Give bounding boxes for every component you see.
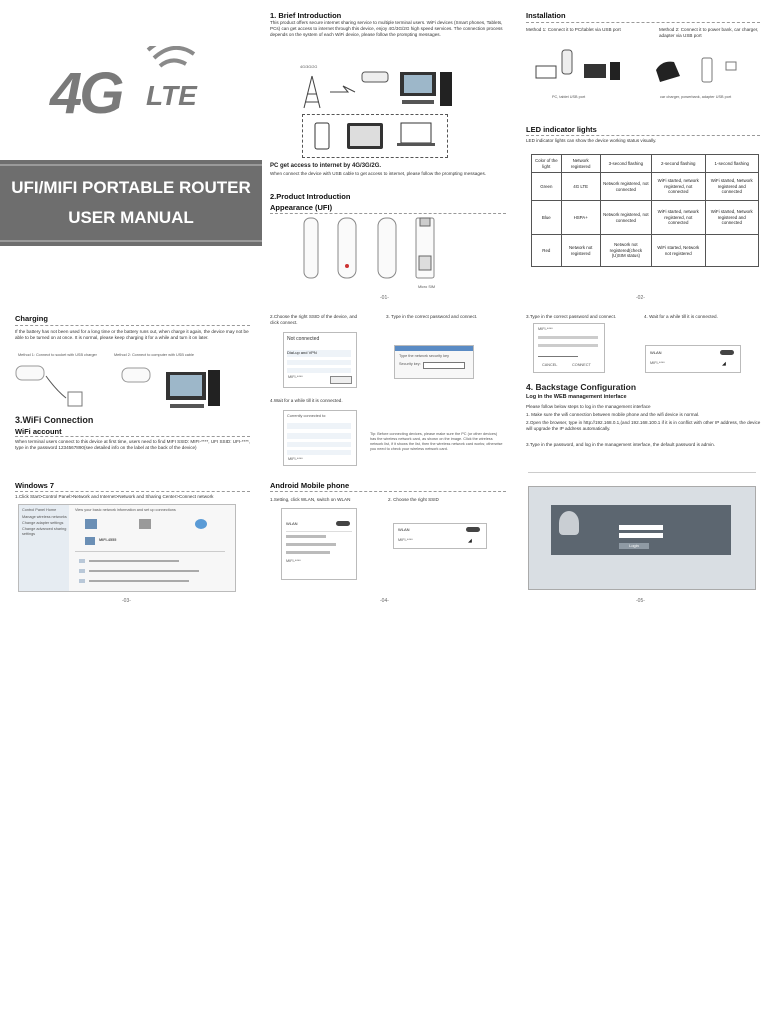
sidebar-item[interactable]: Change adapter settings — [22, 521, 64, 525]
table-cell: WiFi started, Network registered and connected — [705, 201, 758, 235]
pc-tower-icon — [440, 72, 452, 106]
browser-toolbar — [528, 464, 756, 473]
wlan-toggle[interactable] — [336, 521, 350, 526]
sidebar-item[interactable]: Change advanced sharing settings — [22, 527, 67, 536]
table-cell: WiFi started, network registered, not connected — [652, 201, 706, 235]
ssid-item[interactable]: MIFI-**** — [650, 361, 665, 365]
adapter-icon — [726, 62, 736, 70]
wall-socket-icon — [68, 392, 82, 406]
table-row — [532, 235, 759, 267]
table-cell: Network registered, not connected — [600, 201, 651, 235]
security-key-label: Security key: — [399, 362, 421, 366]
sidebar-item[interactable]: Control Panel Home — [22, 508, 57, 512]
page-number: -03- — [122, 598, 131, 604]
backstage-step-2: 2.Open the browser, type in http://192.168.0.1,(and 192.168.100.1 if it is in conflict with other IP address, the device will upgrade the IP address automatically. — [526, 420, 761, 432]
tablet-icon — [584, 64, 606, 78]
computer-icon — [85, 519, 97, 529]
pc-tower-icon — [208, 370, 220, 406]
android-wlan-settings — [281, 508, 357, 580]
keyboard-icon — [170, 404, 204, 408]
table-row — [532, 173, 759, 201]
ssid-item[interactable]: MIFI-**** — [288, 375, 303, 379]
table-header-cell: 3-second flashing — [600, 155, 651, 173]
security-key-input[interactable] — [423, 362, 465, 369]
laptop-icon — [401, 123, 431, 143]
page-number: -05- — [636, 598, 645, 604]
not-connected-label: Not connected — [287, 336, 320, 342]
led-table — [531, 154, 759, 267]
manual-title: UFI/MIFI PORTABLE ROUTER — [11, 178, 251, 197]
android-step2: 2. Choose the right SSID — [388, 497, 439, 502]
cell-tower-icon — [304, 76, 320, 108]
laptop-icon — [536, 66, 556, 78]
title-banner — [0, 160, 262, 246]
control-panel-window — [18, 504, 236, 592]
table-cell: Blue — [532, 201, 562, 235]
android-step1: 1.Setting, click WLAN, switch on WLAN — [270, 497, 351, 502]
table-cell: HSPA+ — [561, 201, 600, 235]
table-header-cell: Network registered — [561, 155, 600, 173]
usb-dongle-icon — [562, 50, 572, 74]
tip-note: Tip: Before connecting devices, please make sure the PC (or other devices) has the wireless network card, as shown on the image. Click the wireless network list, if it shows the list, then the wireless network card works; otherwise you need to check your wireless network card. — [370, 432, 503, 451]
logo-lte: LTE — [146, 80, 197, 111]
charging-method2: Method 2: Connect to computer with USB cable — [114, 353, 194, 357]
ssid-item: MIFI-**** — [538, 327, 553, 331]
key-prompt: Type the network security key — [399, 354, 450, 358]
cancel-button[interactable]: CANCEL — [542, 363, 558, 367]
table-cell: Green — [532, 173, 562, 201]
car-charger-icon — [656, 62, 680, 82]
wifi-signal-icon: ◢ — [468, 538, 472, 544]
table-cell: Network registered, not connected — [600, 173, 651, 201]
pc-tower-icon — [610, 62, 620, 80]
connected-popup — [283, 410, 357, 466]
table-cell: WiFi started, network registered, not connected — [652, 173, 706, 201]
caption-charger: car charger, powerbank, adapter USB port — [660, 95, 732, 99]
network-label: 4G/3G/2G — [300, 65, 318, 69]
sim-label: Micro SIM — [418, 285, 436, 289]
internet-icon — [195, 519, 207, 529]
table-cell: Network not registered — [561, 235, 600, 267]
network-icon — [139, 519, 151, 529]
backstage-step-1: 1. Make sure the wifi connection between mobile phone and the wifi device is normal. — [526, 412, 700, 417]
android-heading: Android Mobile phone — [270, 481, 350, 490]
wlan-toggle[interactable] — [466, 527, 480, 532]
dongle-side-icon — [304, 218, 318, 278]
manual-subtitle: USER MANUAL — [68, 208, 194, 227]
phone-icon — [315, 123, 329, 149]
wifi-body: When terminal users connect to this device at first time, users need to find MIFI SSID: MIFI-****, UFI SSID: UFI-****, type in the password 1234567890(see detailed info on the label at the back of the device) — [15, 439, 251, 451]
android-ssid-list — [393, 523, 487, 549]
network-icon — [85, 537, 95, 545]
table-cell: Network not registered(check (U)SIM status) — [600, 235, 651, 267]
password-input[interactable] — [619, 533, 663, 538]
ssid-item[interactable]: MIFI-**** — [398, 538, 413, 542]
table-header-cell: 2-second flashing — [652, 155, 706, 173]
wifi-sub: WiFi account — [15, 427, 62, 436]
led-heading: LED indicator lights — [526, 125, 597, 134]
method1-text: Method 1: Connect it to PC/tablet via USB port — [526, 27, 621, 32]
connect-button[interactable] — [330, 376, 352, 384]
backstage-sub: Log in the WEB management interface — [526, 394, 627, 400]
web-login-screen — [528, 486, 756, 590]
wifi-heading: 3.WiFi Connection — [15, 415, 94, 425]
pc-body: When connect the device with USB cable to get access to internet, please follow the prompting messages. — [270, 171, 487, 176]
page-number: -02- — [636, 295, 645, 301]
wifi-signal-icon: ◢ — [722, 361, 726, 367]
intro-heading: 1. Brief Introduction — [270, 11, 342, 20]
table-header-cell: 1-second flashing — [705, 155, 758, 173]
charging-method1: Method 1: Connect to socket with USB charger — [18, 353, 97, 357]
pc-heading: PC get access to internet by 4G/3G/2G. — [270, 163, 382, 169]
table-cell: WiFi started, Network not registered — [652, 235, 706, 267]
usb-dongle-icon — [16, 366, 44, 380]
backstage-intro: Please follow below steps to log in the management interface — [526, 404, 651, 409]
caption-pc: PC, tablet USB port — [552, 95, 586, 99]
sidebar-item[interactable]: Manage wireless networks — [22, 515, 67, 519]
dongle-back-icon — [378, 218, 396, 278]
android-password-dialog — [533, 323, 605, 373]
installation-figure — [530, 48, 760, 90]
p5-step4: 4. Wait for a while till it is connected. — [644, 314, 718, 319]
logo-4g: 4G — [50, 61, 122, 126]
wlan-label: WLAN — [286, 521, 298, 526]
dongle-front-icon — [338, 218, 356, 278]
product-heading: 2.Product Introduction — [270, 192, 351, 201]
usb-dongle-icon — [122, 368, 150, 382]
installation-heading: Installation — [526, 11, 566, 20]
page-number: -04- — [380, 598, 389, 604]
windows-step: 1.Click Start>Control Panel>Network and Internet>Network and Sharing Center>Connect network — [15, 494, 214, 499]
network-name[interactable]: MIFI-4555 — [99, 538, 117, 542]
charging-figure — [10, 362, 250, 412]
charging-body: If the battery has not been used for a long time or the battery runs out, when charge it again, the device may not be able to be turned on at once. It is normal, please keep charging it for a while and turn it on later. — [15, 329, 249, 341]
wlan-toggle[interactable] — [720, 350, 734, 355]
ssid-item[interactable]: MIFI-**** — [288, 457, 303, 461]
usb-dongle-icon — [362, 72, 388, 82]
network-diagram — [290, 70, 460, 112]
backstage-heading: 4. Backstage Configuration — [526, 382, 637, 392]
devices-box — [302, 114, 448, 158]
android-connected-list — [645, 345, 741, 373]
backstage-step-3: 3.Type in the password, and log in the management interface, the default password is admin. — [526, 442, 715, 447]
pc-step4: 4.Wait for a while till it is connected. — [270, 398, 343, 403]
table-cell: WiFi started, Network registered and connected — [705, 173, 758, 201]
username-input[interactable] — [619, 525, 663, 530]
ssid-item[interactable]: MIFI-**** — [286, 559, 301, 563]
table-row — [532, 201, 759, 235]
wifi-list-popup — [283, 332, 357, 388]
wlan-label: WLAN — [398, 527, 410, 532]
password-dialog — [394, 345, 474, 379]
login-button[interactable]: Login — [619, 543, 649, 549]
dialup-item: Dial-up and VPN — [287, 350, 351, 357]
connect-button[interactable]: CONNECT — [572, 363, 591, 367]
power-bank-icon — [702, 58, 712, 82]
windows-heading: Windows 7 — [15, 481, 55, 490]
table-cell — [705, 235, 758, 267]
currently-connected-label: Currently connected to: — [287, 414, 327, 418]
pc-step3: 3. Type in the correct password and connect. — [386, 314, 478, 319]
table-header-cell: Color of the light — [532, 155, 562, 173]
table-cell: Red — [532, 235, 562, 267]
logo — [48, 46, 228, 126]
method2-text: Method 2: Connect it to power bank, car charger, adapter via USB port — [659, 27, 759, 39]
password-input[interactable] — [538, 352, 578, 357]
intro-body: This product offers secure internet sharing service to multiple terminal users. WiFi devices (Smart phones, Tablets, PCs) can get access to internet through this device, enjoy 4G/3G/2G high speed services. The connection process depends on the system of each WiFi device, please follow the prompting messages. — [270, 20, 503, 38]
page-number: -01- — [380, 295, 389, 301]
pc-step2: 2.Choose the right SSID of the device, and click connect. — [270, 314, 358, 326]
appearance-heading: Appearance (UFI) — [270, 203, 333, 212]
panel-title: View your basic network information and set up connections — [75, 508, 176, 512]
table-cell: 4G LTE — [561, 173, 600, 201]
charging-heading: Charging — [15, 314, 48, 323]
p5-step3: 3.Type in the correct password and connect. — [526, 314, 617, 319]
led-body: LED indicator lights can show the device working status visually. — [526, 138, 657, 143]
wlan-label: WLAN — [650, 350, 662, 355]
device-appearance — [300, 216, 450, 286]
user-avatar-icon — [559, 511, 579, 535]
